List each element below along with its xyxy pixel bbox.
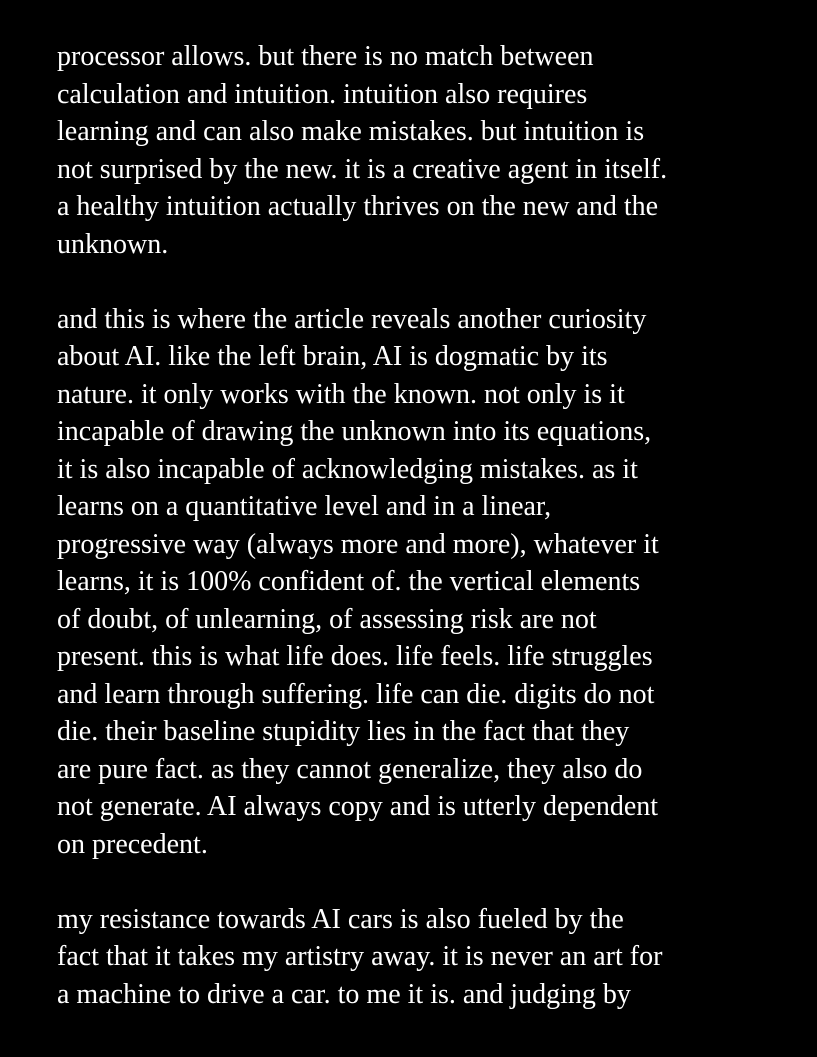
text-line: are pure fact. as they cannot generalize, they also do [57,753,643,785]
text-line: a machine to drive a car. to me it is. and judging by [57,978,631,1010]
text-line: about AI. like the left brain, AI is dogmatic by its [57,341,608,372]
text-line: not generate. AI always copy and is utterly dependent [57,791,659,822]
text-line: nature. it only works with the known. not only is it [57,378,625,410]
text-line: learns on a quantitative level and in a linear, [57,491,552,522]
text-line: learning and can also make mistakes. but intuition is [57,116,645,147]
paragraph-gap [57,863,807,901]
text-line: it is also incapable of acknowledging mistakes. as it [57,453,638,485]
text-line: not surprised by the new. it is a creative agent in itself. [57,153,668,185]
text-line: and learn through suffering. life can die. digits do not [57,678,655,710]
text-line: on precedent. [57,828,208,860]
text-line: processor allows. but there is no match between [57,41,594,72]
paragraph-3 [57,901,807,1014]
paragraph-2 [57,301,807,864]
paragraph-gap [57,263,807,301]
document-body [57,38,807,1013]
text-line: unknown. [57,228,169,260]
text-line: incapable of drawing the unknown into its equations, [57,416,652,447]
text-line: learns, it is 100% confident of. the vertical elements [57,566,641,597]
text-line: progressive way (always more and more), whatever it [57,528,659,560]
paragraph-1 [57,38,807,263]
text-line: calculation and intuition. intuition also requires [57,78,588,110]
text-line: a healthy intuition actually thrives on the new and the [57,191,659,222]
text-line: of doubt, of unlearning, of assessing risk are not [57,603,597,635]
text-line: fact that it takes my artistry away. it is never an art for [57,941,663,972]
text-line: die. their baseline stupidity lies in the fact that they [57,716,630,747]
text-line: and this is where the article reveals another curiosity [57,303,647,335]
text-line: present. this is what life does. life feels. life struggles [57,641,653,672]
text-line: my resistance towards AI cars is also fueled by the [57,903,624,935]
